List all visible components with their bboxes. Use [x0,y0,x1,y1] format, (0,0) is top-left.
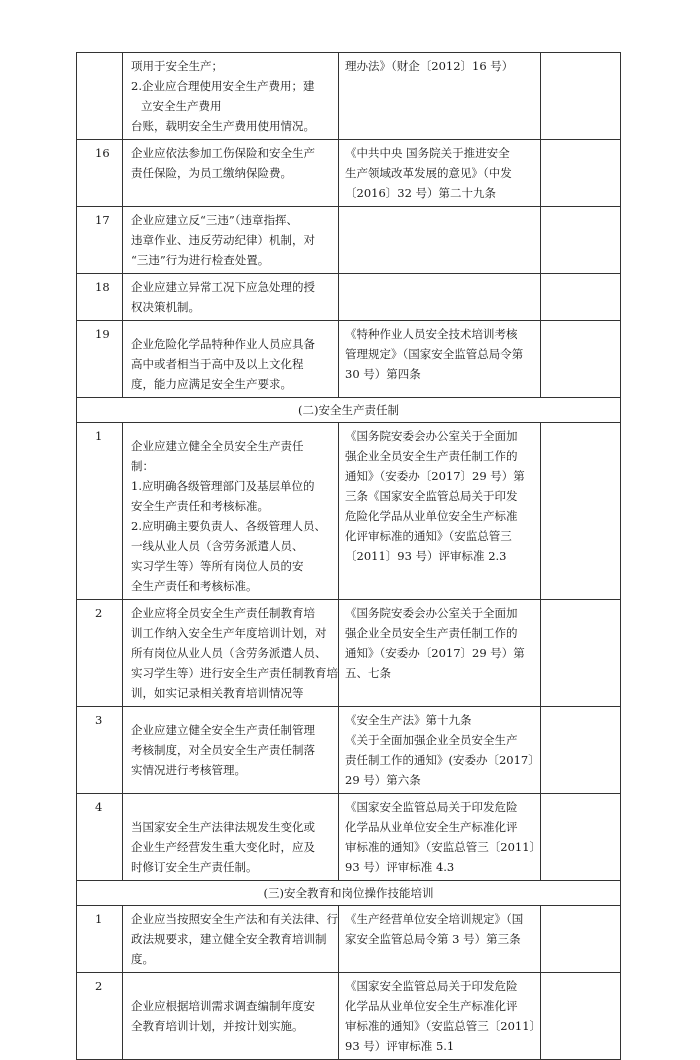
legal-basis-text: 责任制工作的通知》(安委办〔2017〕 [345,753,540,767]
requirement-cell [123,321,339,398]
requirement-cell [123,207,339,274]
legal-basis-text: 五、七条 [345,666,391,680]
requirement-cell [123,140,339,207]
requirement-text: 权决策机制。 [131,300,200,314]
remarks-cell [541,423,621,600]
requirement-cell [123,423,339,600]
requirement-text: “三违”行为进行检查处置。 [131,253,270,267]
requirement-text: 高中或者相当于高中及以上文化程 [131,357,304,371]
table-row [77,274,621,321]
requirement-text: 时修订安全生产责任制。 [131,860,258,874]
requirement-text: 实情况进行考核管理。 [131,763,246,777]
requirement-text: 度，能力应满足安全生产要求。 [131,377,292,391]
remarks-cell [541,906,621,973]
legal-basis-text: 《关于全面加强企业全员安全生产 [345,733,518,747]
legal-basis-text: 通知》（安委办〔2017〕29 号）第 [345,646,525,660]
legal-basis-text: 化评审标准的通知》（安监总管三 [345,529,512,543]
requirement-cell [123,973,339,1060]
legal-basis-text: 《生产经营单位安全培训规定》（国 [345,912,524,926]
requirement-text: 制： [131,459,154,473]
legal-basis-text: 《国务院安委会办公室关于全面加 [345,606,518,620]
legal-basis-text: 《国家安全监管总局关于印发危险 [345,979,518,993]
legal-basis-text: 《特种作业人员安全技术培训考核 [345,327,518,341]
row-number: 18 [77,274,123,321]
requirement-text: 企业应建立健全全员安全生产责任 [131,439,304,453]
row-number: 1 [77,423,123,600]
legal-basis-text: 93 号）评审标准 4.3 [345,860,455,874]
legal-basis-text: 生产领域改革发展的意见》（中发 [345,166,512,180]
row-number: 19 [77,321,123,398]
requirement-text: 当国家安全生产法律法规发生变化或 [131,820,315,834]
legal-basis-cell [339,207,541,274]
requirement-cell [123,794,339,881]
row-number: 2 [77,973,123,1060]
table-row [77,600,621,707]
legal-basis-cell [339,906,541,973]
section-title-2: (二)安全生产责任制 [77,398,621,423]
table-row [77,973,621,1060]
requirement-text: 训工作纳入安全生产年度培训计划，对 [131,626,327,640]
requirement-cell [123,600,339,707]
table-row [77,53,621,140]
row-number: 2 [77,600,123,707]
requirement-text: 企业应建立异常工况下应急处理的授 [131,280,315,294]
requirement-text: 全教育培训计划，并按计划实施。 [131,1019,304,1033]
requirement-text: 立安全生产费用 [141,99,222,113]
legal-basis-cell [339,600,541,707]
remarks-cell [541,207,621,274]
legal-basis-text: 29 号）第六条 [345,773,421,787]
row-number: 1 [77,906,123,973]
requirement-text: 实习学生等）等所有岗位人员的安 [131,559,304,573]
requirement-text: 度。 [131,952,154,966]
legal-basis-text: 化学品从业单位安全生产标准化评 [345,820,518,834]
remarks-cell [541,794,621,881]
row-number [77,53,123,140]
legal-basis-text: 强企业全员安全生产责任制工作的 [345,449,518,463]
legal-basis-cell [339,794,541,881]
table-body-sec2 [77,423,621,881]
requirement-text: 训，如实记录相关教育培训情况等 [131,686,304,700]
requirement-text: 企业应当按照安全生产法和有关法律、行 [131,912,338,926]
requirement-text: 责任保险，为员工缴纳保险费。 [131,166,292,180]
legal-basis-text: 《中共中央 国务院关于推进安全 [345,146,510,160]
legal-basis-text: 审标准的通知》（安监总管三〔2011〕 [345,1019,542,1033]
regulation-table [76,52,621,1060]
row-number: 4 [77,794,123,881]
requirement-text: 企业危险化学品特种作业人员应具备 [131,337,315,351]
remarks-cell [541,53,621,140]
legal-basis-text: 三条《国家安全监管总局关于印发 [345,489,518,503]
legal-basis-text: 家安全监管总局令第 3 号）第三条 [345,932,521,946]
legal-basis-text: 《安全生产法》第十九条 [345,713,472,727]
table-body-sec3 [77,906,621,1060]
row-number: 17 [77,207,123,274]
legal-basis-text: 30 号）第四条 [345,367,421,381]
table-row [77,207,621,274]
requirement-cell [123,707,339,794]
table-row [77,423,621,600]
requirement-text: 企业应建立健全安全生产责任制管理 [131,723,315,737]
legal-basis-text: 管理规定》（国家安全监管总局令第 [345,347,524,361]
legal-basis-text: 93 号）评审标准 5.1 [345,1039,455,1053]
legal-basis-text: 《国务院安委会办公室关于全面加 [345,429,518,443]
requirement-text: 全生产责任和考核标准。 [131,579,258,593]
requirement-text: 2.应明确主要负责人、各级管理人员、 [131,519,326,533]
legal-basis-cell [339,321,541,398]
requirement-text: 考核制度，对全员安全生产责任制落 [131,743,315,757]
requirement-text: 2.企业应合理使用安全生产费用；建 [131,79,315,93]
remarks-cell [541,707,621,794]
table-row [77,707,621,794]
legal-basis-text: 强企业全员安全生产责任制工作的 [345,626,518,640]
remarks-cell [541,321,621,398]
legal-basis-cell [339,707,541,794]
requirement-cell [123,53,339,140]
section-title-3: (三)安全教育和岗位操作技能培训 [77,881,621,906]
legal-basis-text: 化学品从业单位安全生产标准化评 [345,999,518,1013]
requirement-text: 企业应建立反“三违”（违章指挥、 [131,213,299,227]
remarks-cell [541,973,621,1060]
requirement-text: 安全生产责任和考核标准。 [131,499,269,513]
legal-basis-cell [339,973,541,1060]
requirement-text: 企业应根据培训需求调查编制年度安 [131,999,315,1013]
legal-basis-text: 审标准的通知》（安监总管三〔2011〕 [345,840,542,854]
requirement-cell [123,906,339,973]
legal-basis-text: 危险化学品从业单位安全生产标准 [345,509,518,523]
row-number: 3 [77,707,123,794]
legal-basis-text: 通知》（安委办〔2017〕29 号）第 [345,469,525,483]
table-row [77,140,621,207]
legal-basis-text: 〔2011〕93 号）评审标准 2.3 [345,549,507,563]
legal-basis-cell [339,140,541,207]
section-header-row [77,881,621,906]
requirement-text: 实习学生等）进行安全生产责任制教育培 [131,666,338,680]
requirement-text: 企业应将全员安全生产责任制教育培 [131,606,315,620]
requirement-text: 台账，载明安全生产费用使用情况。 [131,119,315,133]
remarks-cell [541,274,621,321]
remarks-cell [541,140,621,207]
legal-basis-text: 《国家安全监管总局关于印发危险 [345,800,518,814]
legal-basis-cell [339,274,541,321]
table-row [77,321,621,398]
table-body-top [77,53,621,398]
row-number: 16 [77,140,123,207]
requirement-text: 项用于安全生产； [131,59,223,73]
legal-basis-text: 〔2016〕32 号）第二十九条 [345,186,497,200]
section-header-row [77,398,621,423]
requirement-text: 企业应依法参加工伤保险和安全生产 [131,146,315,160]
table-row [77,906,621,973]
remarks-cell [541,600,621,707]
legal-basis-cell [339,53,541,140]
requirement-text: 政法规要求，建立健全安全教育培训制 [131,932,327,946]
requirement-text: 一线从业人员（含劳务派遣人员、 [131,539,304,553]
requirement-text: 1.应明确各级管理部门及基层单位的 [131,479,315,493]
requirement-cell [123,274,339,321]
legal-basis-text: 理办法》（财企〔2012〕16 号） [345,59,514,73]
requirement-text: 企业生产经营发生重大变化时，应及 [131,840,315,854]
legal-basis-cell [339,423,541,600]
requirement-text: 所有岗位从业人员（含劳务派遣人员、 [131,646,327,660]
table-row [77,794,621,881]
requirement-text: 违章作业、违反劳动纪律）机制，对 [131,233,315,247]
